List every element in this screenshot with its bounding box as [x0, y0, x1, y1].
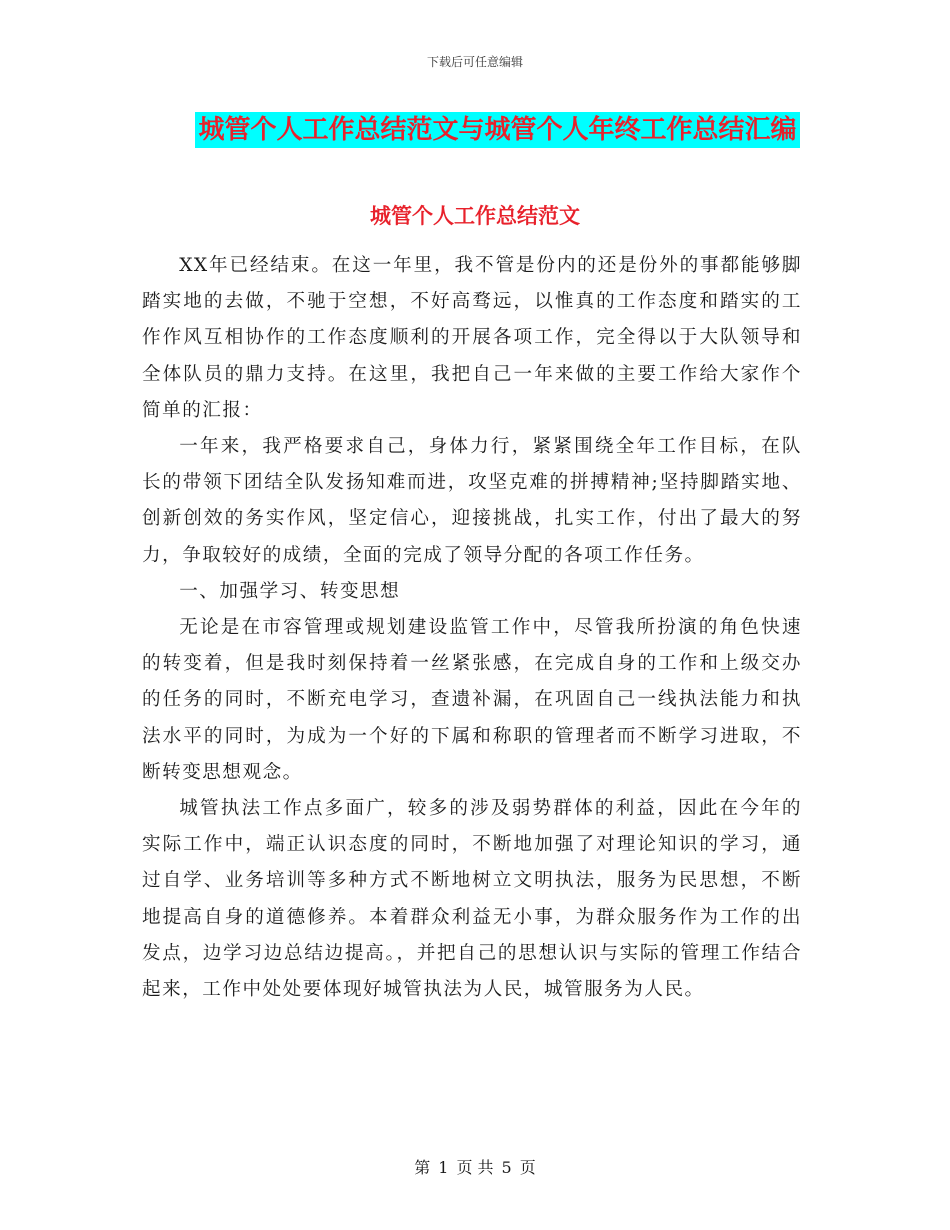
- document-body: [142, 248, 802, 1008]
- paragraph: 一年来，我严格要求自己，身体力行，紧紧围绕全年工作目标，在队长的带领下团结全队发扬知难而进，攻坚克难的拼搏精神;坚持脚踏实地、创新创效的务实作风，坚定信心，迎接挑战，扎实工作，付出了最大的努力，争取较好的成绩，全面的完成了领导分配的各项工作任务。: [142, 436, 802, 566]
- footer-prefix: 第: [414, 1158, 431, 1177]
- section-title: 城管个人工作总结范文: [370, 203, 580, 228]
- header-note: 下载后可任意编辑: [426, 55, 523, 69]
- document-title: 城管个人工作总结范文与城管个人年终工作总结汇编: [195, 112, 800, 148]
- paragraph: XX年已经结束。在这一年里，我不管是份内的还是份外的事都能够脚踏实地的去做，不驰于空想，不好高骛远，以惟真的工作态度和踏实的工作作风互相协作的工作态度顺利的开展各项工作，完全得以于大队领导和全体队员的鼎力支持。在这里，我把自己一年来做的主要工作给大家作个简单的汇报：: [142, 255, 802, 421]
- page-total: 5: [501, 1158, 512, 1177]
- section-heading: 一、加强学习、转变思想: [179, 580, 401, 602]
- footer-middle: 页 共: [456, 1158, 494, 1177]
- paragraph: 无论是在市容管理或规划建设监管工作中，尽管我所扮演的角色快速的转变着，但是我时刻保持着一丝紧张感，在完成自身的工作和上级交办的任务的同时，不断充电学习，查遗补漏，在巩固自己一线执法能力和执法水平的同时，为成为一个好的下属和称职的管理者而不断学习进取，不断转变思想观念。: [142, 617, 802, 783]
- page-footer: [0, 1155, 950, 1178]
- footer-suffix: 页: [519, 1158, 536, 1177]
- page-number: 1: [438, 1158, 449, 1177]
- paragraph: 城管执法工作点多面广，较多的涉及弱势群体的利益，因此在今年的实际工作中，端正认识态度的同时，不断地加强了对理论知识的学习，通过自学、业务培训等多种方式不断地树立文明执法，服务为民思想，不断地提高自身的道德修养。本着群众利益无小事，为群众服务作为工作的出发点，边学习边总结边提高。，并把自己的思想认识与实际的管理工作结合起来，工作中处处要体现好城管执法为人民，城管服务为人民。: [142, 798, 802, 1001]
